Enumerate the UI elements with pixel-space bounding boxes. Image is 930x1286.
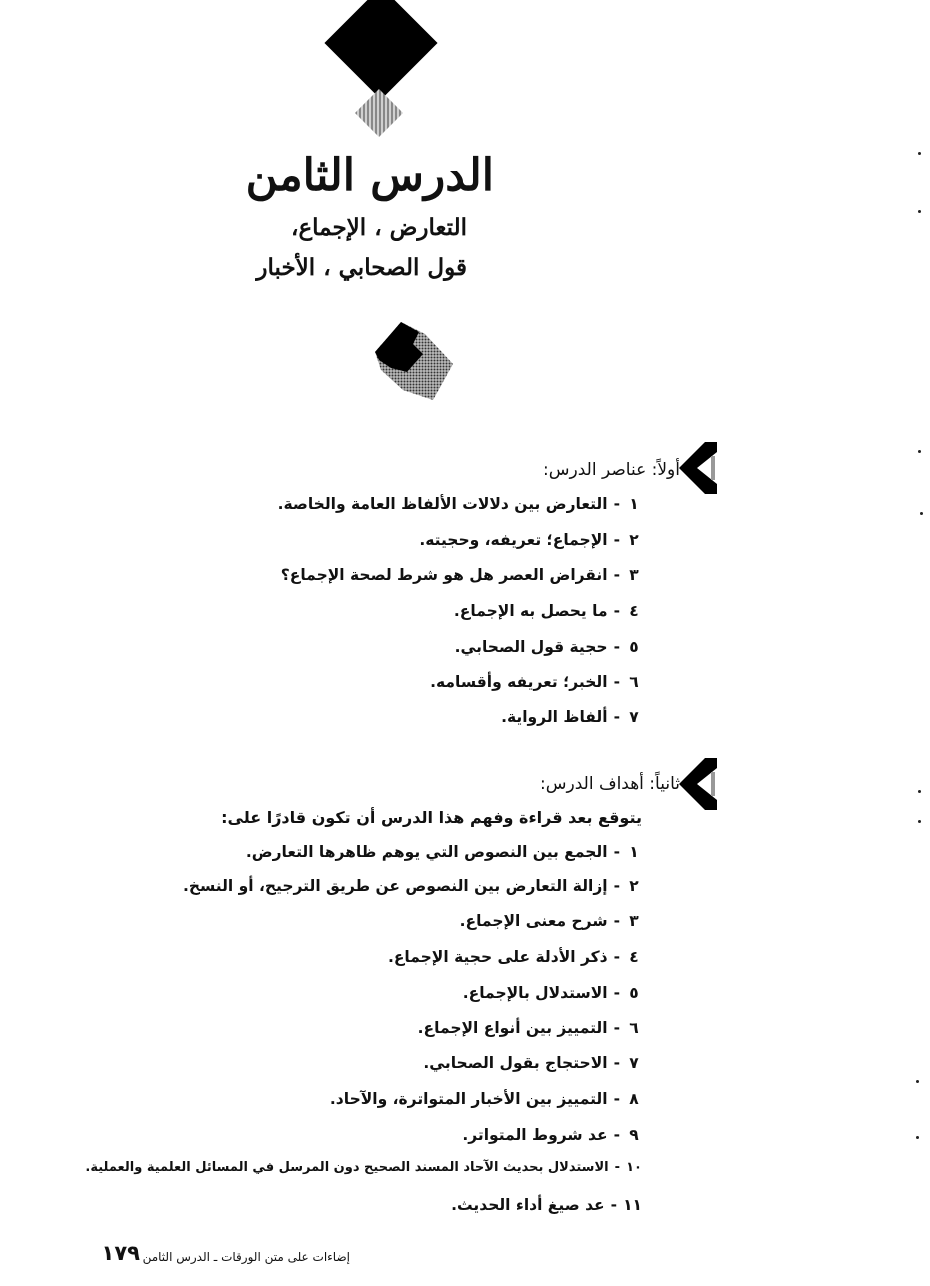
item-text: الاستدلال بالإجماع. (462, 984, 608, 1002)
lesson-subtitle-line2: قول الصحابي ، الأخبار (256, 254, 467, 281)
chevron-marker-icon (675, 756, 719, 812)
item-text: ذكر الأدلة على حجية الإجماع. (387, 948, 608, 966)
item-text: الاستدلال بحديث الآحاد المسند الصحيح دون المرسل في المسائل العلمية والعملية. (85, 1160, 609, 1175)
item-number: ١١ (623, 1196, 642, 1214)
list-item: ٨ - التمييز بين الأخبار المتواترة، والآحاد. (330, 1090, 642, 1108)
list-item: ١٠ - الاستدلال بحديث الآحاد المسند الصحيح دون المرسل في المسائل العلمية والعملية. (85, 1160, 642, 1175)
item-number: ٧ (629, 1054, 639, 1072)
scan-speck (916, 1136, 919, 1139)
list-item: ٣ - انقراض العصر هل هو شرط لصحة الإجماع؟ (281, 566, 642, 584)
item-text: عد شروط المتواتر. (462, 1126, 608, 1144)
item-number: ٥ (629, 984, 639, 1002)
list-item: ٤ - ذكر الأدلة على حجية الإجماع. (388, 948, 642, 966)
scan-speck (918, 820, 921, 823)
item-number: ٩ (629, 1126, 639, 1144)
item-number: ٦ (629, 1019, 639, 1037)
page-number: ١٧٩ (101, 1241, 140, 1265)
running-footer: إضاءات على متن الورقات ـ الدرس الثامن (142, 1250, 350, 1264)
list-item: ٤ - ما يحصل به الإجماع. (454, 602, 642, 620)
item-number: ٧ (629, 708, 639, 726)
lesson-title: الدرس الثامن (245, 150, 494, 201)
list-item: ٧ - ألفاظ الرواية. (501, 708, 642, 726)
list-item: ١ - الجمع بين النصوص التي يوهم ظاهرها التعارض. (246, 843, 642, 861)
list-item: ٧ - الاحتجاج بقول الصحابي. (423, 1054, 642, 1072)
item-text: شرح معنى الإجماع. (459, 912, 608, 930)
item-number: ١ (629, 843, 639, 861)
item-number: ٣ (629, 912, 639, 930)
elements-heading: أولاً: عناصر الدرس: (543, 460, 680, 480)
list-item: ٦ - التمييز بين أنواع الإجماع. (418, 1019, 642, 1037)
lesson-subtitle-line1: التعارض ، الإجماع، (291, 214, 467, 241)
list-item: ٢ - الإجماع؛ تعريفه، وحجيته. (419, 531, 642, 549)
item-number: ١٠ (626, 1160, 642, 1175)
list-item: ١ - التعارض بين دلالات الألفاظ العامة والخاصة. (278, 495, 642, 513)
item-text: التعارض بين دلالات الألفاظ العامة والخاصة. (277, 495, 608, 513)
scan-speck (916, 1080, 919, 1083)
list-item: ٢ - إزالة التعارض بين النصوص عن طريق الترجيح، أو النسخ. (183, 877, 642, 895)
goals-heading: ثانياً: أهداف الدرس: (540, 774, 680, 794)
item-number: ٤ (629, 948, 639, 966)
item-number: ٤ (629, 602, 639, 620)
list-item: ٣ - شرح معنى الإجماع. (460, 912, 642, 930)
list-item: ٩ - عد شروط المتواتر. (462, 1126, 642, 1144)
item-text: الجمع بين النصوص التي يوهم ظاهرها التعارض. (245, 843, 608, 861)
ornament-icon (373, 320, 455, 402)
chevron-marker-icon (675, 440, 719, 496)
item-text: الاحتجاج بقول الصحابي. (423, 1054, 608, 1072)
item-text: حجية قول الصحابي. (454, 638, 608, 656)
scan-speck (918, 152, 921, 155)
item-text: إزالة التعارض بين النصوص عن طريق الترجيح، أو النسخ. (182, 877, 608, 895)
item-text: التمييز بين الأخبار المتواترة، والآحاد. (329, 1090, 608, 1108)
black-diamond-icon (324, 0, 437, 100)
item-text: الإجماع؛ تعريفه، وحجيته. (419, 531, 608, 549)
scan-speck (918, 450, 921, 453)
goals-intro: يتوقع بعد قراءة وفهم هذا الدرس أن تكون قادرًا على: (221, 808, 642, 827)
item-number: ٦ (629, 673, 639, 691)
item-number: ٣ (629, 566, 639, 584)
list-item: ٥ - الاستدلال بالإجماع. (463, 984, 642, 1002)
list-item: ٦ - الخبر؛ تعريفه وأقسامه. (430, 673, 642, 691)
item-number: ١ (629, 495, 639, 513)
item-number: ٥ (629, 638, 639, 656)
scan-speck (920, 512, 923, 515)
list-item: ١١ - عد صيغ أداء الحديث. (451, 1196, 642, 1214)
item-number: ٨ (629, 1090, 639, 1108)
item-text: الخبر؛ تعريفه وأقسامه. (430, 673, 608, 691)
item-text: ما يحصل به الإجماع. (453, 602, 608, 620)
item-text: ألفاظ الرواية. (501, 708, 608, 726)
scan-speck (918, 210, 921, 213)
item-text: عد صيغ أداء الحديث. (451, 1196, 605, 1214)
list-item: ٥ - حجية قول الصحابي. (455, 638, 642, 656)
grey-diamond-icon (355, 89, 403, 137)
scan-speck (918, 790, 921, 793)
item-number: ٢ (629, 531, 639, 549)
item-number: ٢ (629, 877, 639, 895)
item-text: انقراض العصر هل هو شرط لصحة الإجماع؟ (280, 566, 608, 584)
item-text: التمييز بين أنواع الإجماع. (417, 1019, 608, 1037)
